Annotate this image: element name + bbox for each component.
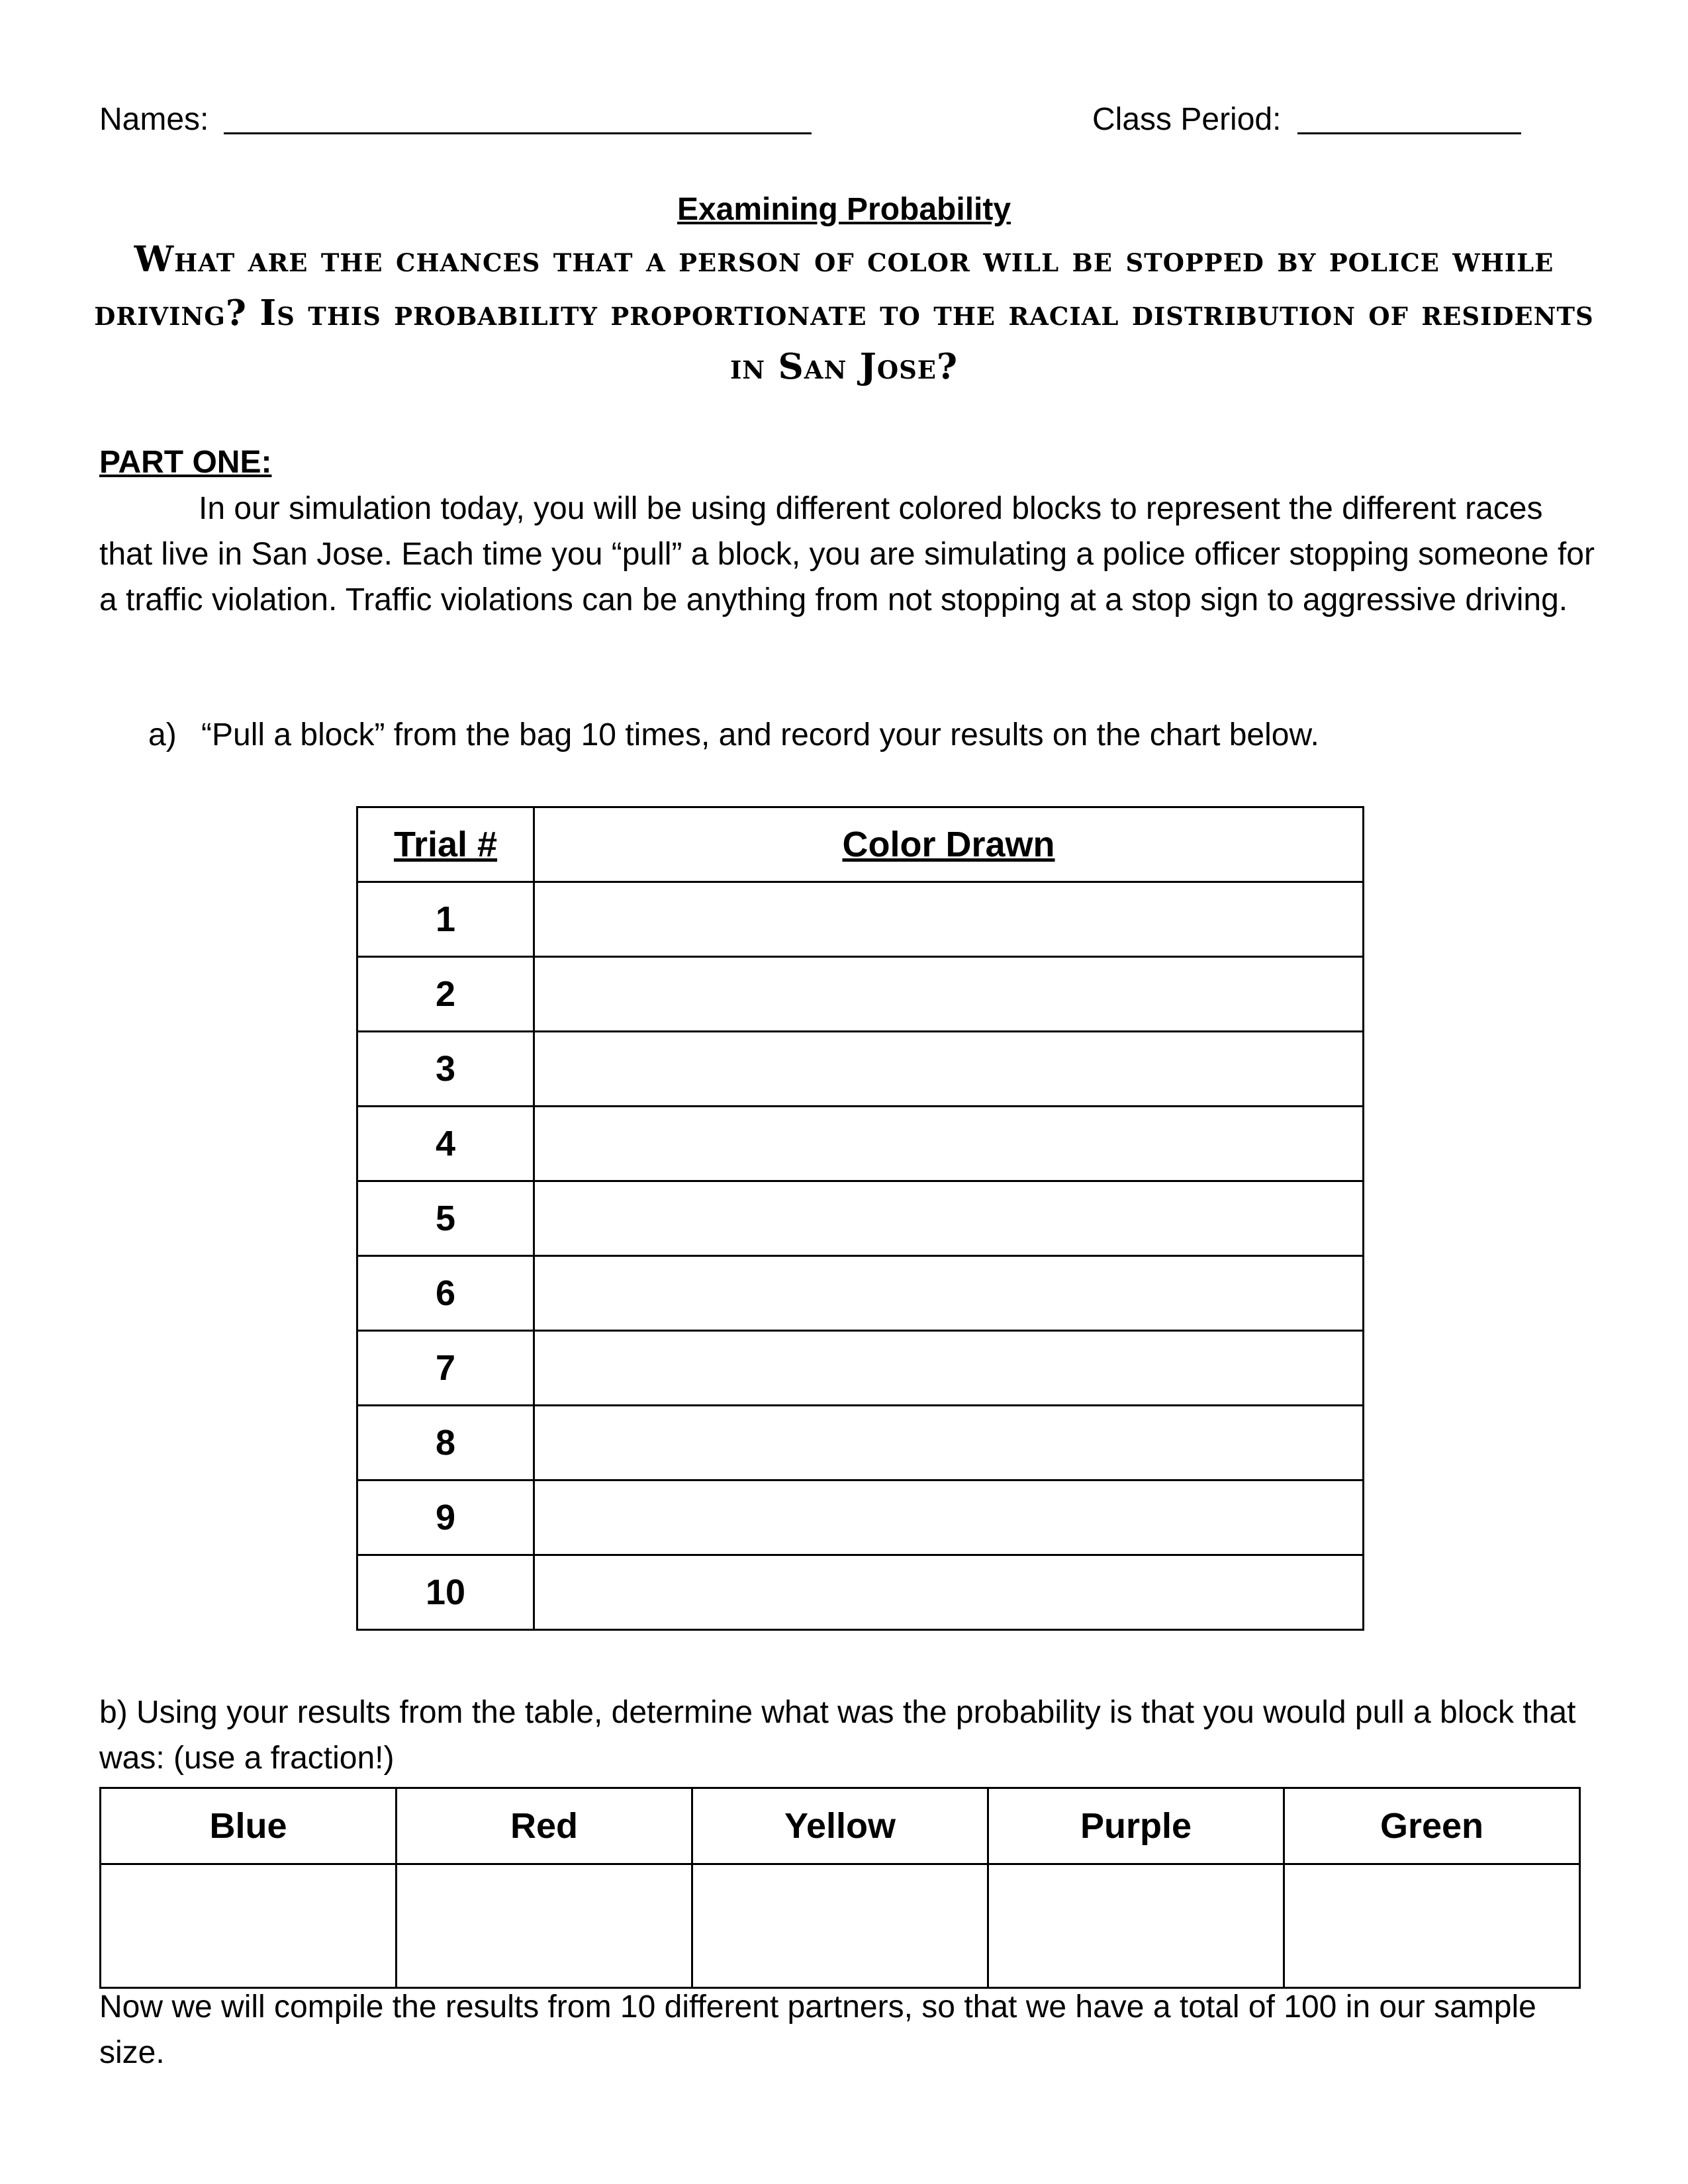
class-period-label: Class Period:	[1092, 102, 1282, 137]
instruction-a-text: “Pull a block” from the bag 10 times, and record your results on the chart below.	[201, 717, 1319, 752]
color-drawn-cell[interactable]	[534, 1256, 1364, 1331]
part-one-heading: PART ONE:	[99, 445, 272, 480]
trial-table	[356, 806, 1364, 1631]
color-header-row	[101, 1788, 1580, 1864]
worksheet-title: Examining Probability	[677, 192, 1011, 227]
purple-probability-cell[interactable]	[988, 1864, 1284, 1988]
table-row	[357, 1181, 1364, 1256]
color-header-green: Green	[1284, 1788, 1580, 1864]
blue-probability-cell[interactable]	[101, 1864, 397, 1988]
trial-table-header	[357, 807, 1364, 882]
trial-number: 5	[357, 1181, 534, 1256]
color-header-purple: Purple	[988, 1788, 1284, 1864]
trial-number: 7	[357, 1331, 534, 1406]
instruction-b: b) Using your results from the table, determine what was the probability is that you would pull a block that was: (use a fraction!)	[99, 1695, 1576, 1776]
part-one-paragraph: In our simulation today, you will be using different colored blocks to represent the different races that live in San Jose. Each time you “pull” a block, you are simulating a police officer stopping someone for a traffic violation. Traffic violations can be anything from not stopping at a stop sign to aggressive driving.	[99, 491, 1595, 617]
table-row	[357, 1406, 1364, 1480]
trial-number: 2	[357, 957, 534, 1032]
trial-number: 1	[357, 882, 534, 957]
trial-number: 3	[357, 1032, 534, 1107]
red-probability-cell[interactable]	[397, 1864, 692, 1988]
table-row	[357, 1555, 1364, 1630]
trial-number-header: Trial #	[357, 807, 534, 882]
driving-question: What are the chances that a person of color will be stopped by police while driving? Is this probability proportionate to the racial distribution of residents in San Jose?	[94, 239, 1594, 387]
color-drawn-cell[interactable]	[534, 957, 1364, 1032]
color-header-yellow: Yellow	[692, 1788, 988, 1864]
table-row	[357, 1256, 1364, 1331]
color-drawn-header: Color Drawn	[534, 807, 1364, 882]
probability-answer-row	[101, 1864, 1580, 1988]
table-row	[357, 1032, 1364, 1107]
color-probability-table	[99, 1787, 1581, 1989]
color-drawn-cell[interactable]	[534, 1107, 1364, 1181]
trial-number: 6	[357, 1256, 534, 1331]
color-drawn-cell[interactable]	[534, 1480, 1364, 1555]
table-row	[357, 957, 1364, 1032]
class-period-field[interactable]	[1297, 132, 1521, 134]
color-header-red: Red	[397, 1788, 692, 1864]
color-drawn-cell[interactable]	[534, 882, 1364, 957]
color-drawn-cell[interactable]	[534, 1181, 1364, 1256]
names-field[interactable]	[224, 132, 812, 134]
trial-number: 10	[357, 1555, 534, 1630]
table-row	[357, 1331, 1364, 1406]
names-label: Names:	[99, 102, 209, 137]
color-drawn-cell[interactable]	[534, 1406, 1364, 1480]
color-header-blue: Blue	[101, 1788, 397, 1864]
trial-number: 8	[357, 1406, 534, 1480]
instruction-a-label: a)	[148, 717, 177, 752]
instruction-a	[148, 712, 1319, 758]
table-row	[357, 882, 1364, 957]
color-drawn-cell[interactable]	[534, 1555, 1364, 1630]
closing-paragraph: Now we will compile the results from 10 different partners, so that we have a total of 100 in our sample size.	[99, 1989, 1536, 2070]
yellow-probability-cell[interactable]	[692, 1864, 988, 1988]
table-row	[357, 1480, 1364, 1555]
trial-number: 9	[357, 1480, 534, 1555]
color-drawn-cell[interactable]	[534, 1032, 1364, 1107]
table-row	[357, 1107, 1364, 1181]
green-probability-cell[interactable]	[1284, 1864, 1580, 1988]
color-drawn-cell[interactable]	[534, 1331, 1364, 1406]
trial-number: 4	[357, 1107, 534, 1181]
